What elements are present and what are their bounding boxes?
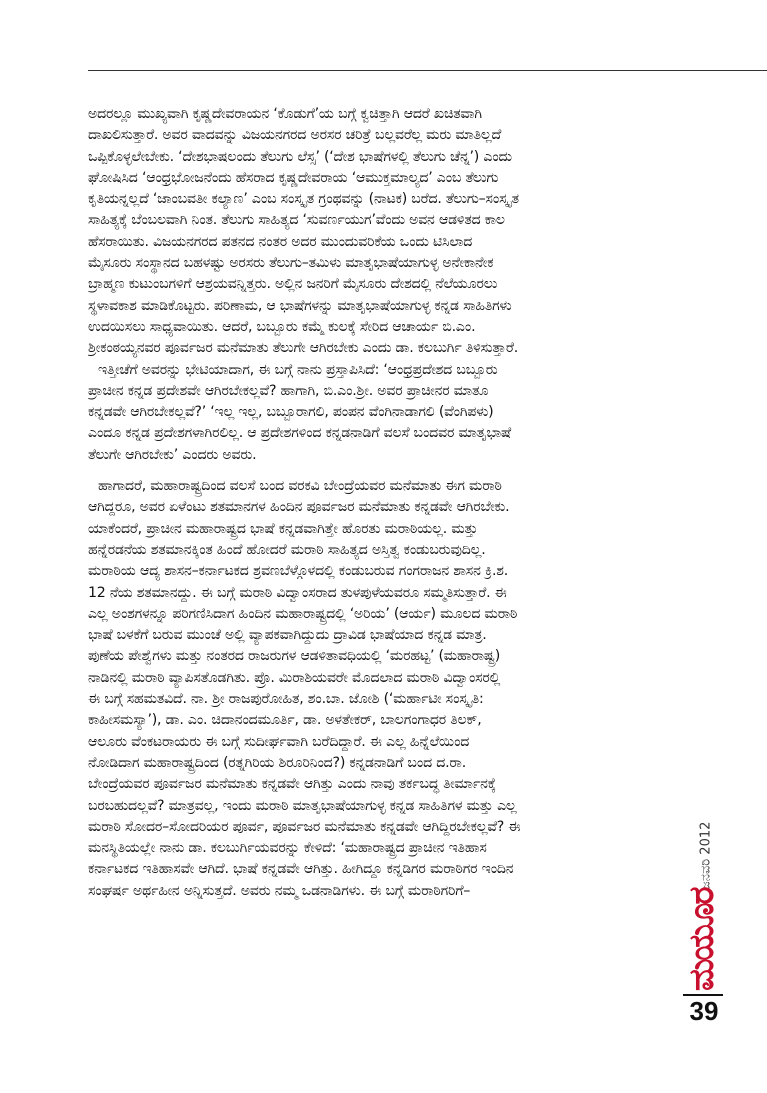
text-line: ದಾಖಲಿಸುತ್ತಾರೆ. ಅವರ ವಾದವನ್ನು ವಿಜಯನಗರದ ಅರಸರ ಚರಿತ್ರೆ ಬಲ್ಲವರೆಲ್ಲ ಮರು ಮಾತಿಲ್ಲದೆ bbox=[88, 127, 502, 144]
text-line: ಬ್ರಾಹ್ಮಣ ಕುಟುಂಬಗಳಿಗೆ ಆಶ್ರಯವನ್ನಿತ್ತರು. ಅಲ್ಲಿನ ಜನರಿಗೆ ಮೈಸೂರು ದೇಶದಲ್ಲಿ ನೆಲೆಯೂರಲು bbox=[88, 276, 498, 293]
article-paragraph bbox=[88, 360, 664, 466]
text-line: ಕನ್ನಡವೇ ಆಗಿರಬೇಕಲ್ಲವೆ?’ ‘ಇಲ್ಲ ಇಲ್ಲ, ಬಬ್ಬೂರಾಗಲಿ, ಪಂಪನ ವೆಂಗಿನಾಡಾಗಲಿ (ವೆಂಗಿಪಳು) bbox=[88, 404, 494, 421]
text-line: ಈ ಬಗ್ಗೆ ಸಹಮತವಿದೆ. ನಾ. ಶ್ರೀ ರಾಜಪುರೋಹಿತ, ಶಂ.ಬಾ. ಜೋಶಿ (‘ಮರ್ಹಾಟೀ ಸಂಸ್ಕೃತಿ: bbox=[88, 691, 484, 708]
article-body bbox=[88, 104, 664, 902]
text-line: ಪುಣೆಯ ಪೇಶ್ವೆಗಳು ಮತ್ತು ನಂತರದ ರಾಜರುಗಳ ಆಡಳಿತಾವಧಿಯಲ್ಲಿ ‘ಮರಹಟ್ಟ’ (ಮಹಾರಾಷ್ಟ್ರ) bbox=[88, 648, 500, 665]
text-line: ಎಲ್ಲ ಅಂಶಗಳನ್ನೂ ಪರಿಗಣಿಸಿದಾಗ ಹಿಂದಿನ ಮಹಾರಾಷ್ಟ್ರದಲ್ಲಿ ‘ಅರಿಯ’ (ಆರ್ಯ) ಮೂಲದ ಮರಾಠಿ bbox=[88, 605, 518, 622]
text-line: ಹಾಗಾದರೆ, ಮಹಾರಾಷ್ಟ್ರದಿಂದ ವಲಸೆ ಬಂದ ವರಕವಿ ಬೇಂದ್ರೆಯವರ ಮನೆಮಾತು ಈಗ ಮರಾಠಿ bbox=[98, 478, 502, 495]
text-line: ಇತ್ತೀಚೆಗೆ ಅವರನ್ನು ಭೇಟಿಯಾದಾಗ, ಈ ಬಗ್ಗೆ ನಾನು ಪ್ರಸ್ತಾಪಿಸಿದೆ: ‘ಆಂಧ್ರಪ್ರದೇಶದ ಬಬ್ಬೂರು bbox=[98, 361, 498, 378]
text-line: ಆಲೂರು ವೆಂಕಟರಾಯರು ಈ ಬಗ್ಗೆ ಸುದೀರ್ಘವಾಗಿ ಬರೆದಿದ್ದಾರೆ. ಈ ಎಲ್ಲ ಹಿನ್ನೆಲೆಯಿಂದ bbox=[88, 733, 470, 750]
paragraph-gap bbox=[88, 466, 664, 476]
text-line: ಪ್ರಾಚೀನ ಕನ್ನಡ ಪ್ರದೇಶವೇ ಆಗಿರಬೇಕಲ್ಲವೆ? ಹಾಗಾಗಿ, ಬಿ.ಎಂ.ಶ್ರೀ. ಅವರ ಪ್ರಾಚೀನರ ಮಾತೂ bbox=[88, 382, 489, 399]
text-line: ಕಾಹೀಸಮಸ್ಯಾ’), ಡಾ. ಎಂ. ಚಿದಾನಂದಮೂರ್ತಿ, ಡಾ. ಅಳತೇಕರ್, ಬಾಲಗಂಗಾಧರ ತಿಲಕ್, bbox=[88, 712, 482, 729]
text-line: ನಾಡಿನಲ್ಲಿ ಮರಾಠಿ ವ್ಯಾಪಿಸತೊಡಗಿತು. ಪ್ರೊ. ಮಿರಾಶಿಯವರೇ ಮೊದಲಾದ ಮರಾಠಿ ವಿದ್ವಾಂಸರಲ್ಲಿ bbox=[88, 669, 501, 686]
article-paragraph bbox=[88, 104, 664, 360]
text-line: ಘೋಷಿಸಿದ ‘ಆಂಧ್ರಭೋಜನೆಂದು ಹೆಸರಾದ ಕೃಷ್ಣದೇವರಾಯ ‘ಆಮುಕ್ತಮಾಲ್ಯದ’ ಎಂಬ ತೆಲುಗು bbox=[88, 169, 499, 186]
page-number: 39 bbox=[689, 995, 719, 1026]
text-line: ನೋಡಿದಾಗ ಮಹಾರಾಷ್ಟ್ರದಿಂದ (ರತ್ನಗಿರಿಯ ಶಿರೂರಿನಿಂದ?) ಕನ್ನಡನಾಡಿಗೆ ಬಂದ ದ.ರಾ. bbox=[88, 754, 466, 771]
top-rule bbox=[88, 70, 767, 71]
text-line: ಶ್ರೀಕಂಠಯ್ಯನವರ ಪೂರ್ವಜರ ಮನೆಮಾತು ತೆಲುಗೇ ಆಗಿರಬೇಕು ಎಂದು ಡಾ. ಕಲಬುರ್ಗಿ ತಿಳಿಸುತ್ತಾರೆ. bbox=[88, 340, 518, 357]
text-line: ಸ್ಥಳಾವಕಾಶ ಮಾಡಿಕೊಟ್ಟರು. ಪರಿಣಾಮ, ಆ ಭಾಷೆಗಳನ್ನು ಮಾತೃಭಾಷೆಯಾಗುಳ್ಳ ಕನ್ನಡ ಸಾಹಿತಿಗಳು bbox=[88, 297, 512, 314]
text-line: ಬೇಂದ್ರೆಯವರ ಪೂರ್ವಜರ ಮನೆಮಾತು ಕನ್ನಡವೇ ಆಗಿತ್ತು ಎಂದು ನಾವು ತರ್ಕಬದ್ಧ ತೀರ್ಮಾನಕ್ಕೆ bbox=[88, 776, 496, 793]
text-line: ಕರ್ನಾಟಕದ ಇತಿಹಾಸವೇ ಆಗಿದೆ. ಭಾಷೆ ಕನ್ನಡವೇ ಆಗಿತ್ತು. ಹೀಗಿದ್ದೂ ಕನ್ನಡಿಗರ ಮರಾಠಿಗರ ಇಂದಿನ bbox=[88, 861, 514, 878]
text-line: ಸಾಹಿತ್ಯಕ್ಕೆ ಬೆಂಬಲವಾಗಿ ನಿಂತ. ತೆಲುಗು ಸಾಹಿತ್ಯದ ‘ಸುವರ್ಣಯುಗ’ವೆಂದು ಅವನ ಆಡಳಿತದ ಕಾಲ bbox=[88, 212, 505, 229]
magazine-name: ಮಯೂರ bbox=[682, 888, 722, 991]
text-line: ತೆಲುಗೇ ಆಗಿರಬೇಕು’ ಎಂದರು ಅವರು. bbox=[88, 446, 257, 463]
text-line: ಯಾಕೆಂದರೆ, ಪ್ರಾಚೀನ ಮಹಾರಾಷ್ಟ್ರದ ಭಾಷೆ ಕನ್ನಡವಾಗಿತ್ತೇ ಹೊರತು ಮರಾಠಿಯಲ್ಲ. ಮತ್ತು bbox=[88, 520, 478, 537]
text-line: ಹೆಸರಾಯಿತು. ವಿಜಯನಗರದ ಪತನದ ನಂತರ ಅದರ ಮುಂದುವರಿಕೆಯ ಒಂದು ಟಿಸಿಲಾದ bbox=[88, 233, 473, 250]
text-line: ಮೈಸೂರು ಸಂಸ್ಥಾನದ ಬಹಳಷ್ಟು ಅರಸರು ತೆಲುಗು–ತಮಿಳು ಮಾತೃಭಾಷೆಯಾಗುಳ್ಳ ಅನೇಕಾನೇಕ bbox=[88, 255, 494, 272]
text-line: ಉದಯಿಸಲು ಸಾಧ್ಯವಾಯಿತು. ಆದರೆ, ಬಬ್ಬೂರು ಕಮ್ಮೆ ಕುಲಕ್ಕೆ ಸೇರಿದ ಆಚಾರ್ಯ ಬಿ.ಎಂ. bbox=[88, 318, 476, 335]
text-line: ಹನ್ನೆರಡನೆಯ ಶತಮಾನಕ್ಕಿಂತ ಹಿಂದೆ ಹೋದರೆ ಮರಾಠಿ ಸಾಹಿತ್ಯದ ಅಸ್ತಿತ್ವ ಕಂಡುಬರುವುದಿಲ್ಲ. bbox=[88, 541, 486, 558]
text-line: ಮರಾಠಿಯ ಆದ್ಯ ಶಾಸನ–ಕರ್ನಾಟಕದ ಶ್ರವಣಬೆಳ್ಗೊಳದಲ್ಲಿ ಕಂಡುಬರುವ ಗಂಗರಾಜನ ಶಾಸನ ಕ್ರಿ.ಶ. bbox=[88, 563, 509, 580]
text-line: ಬರಬಹುದಲ್ಲವೆ? ಮಾತ್ರವಲ್ಲ, ಇಂದು ಮರಾಠಿ ಮಾತೃಭಾಷೆಯಾಗುಳ್ಳ ಕನ್ನಡ ಸಾಹಿತಿಗಳ ಮತ್ತು ಎಲ್ಲ bbox=[88, 797, 517, 814]
article-paragraph bbox=[88, 476, 664, 902]
text-line: ಸಂಘರ್ಷ ಅರ್ಥಹೀನ ಅನ್ನಿಸುತ್ತದೆ. ಅವರು ನಮ್ಮ ಒಡನಾಡಿಗಳು. ಈ ಬಗ್ಗೆ ಮರಾಠಿಗರಿಗೆ– bbox=[88, 882, 471, 899]
text-line: ಆಗಿದ್ದರೂ, ಅವರ ಏಳೆಂಟು ಶತಮಾನಗಳ ಹಿಂದಿನ ಪೂರ್ವಜರ ಮನೆಮಾತು ಕನ್ನಡವೇ ಆಗಿರಬೇಕು. bbox=[88, 499, 510, 516]
issue-date: ಜನವರಿ 2012 bbox=[698, 821, 714, 890]
text-line: ಮನಸ್ಥಿತಿಯಲ್ಲೇ ನಾನು ಡಾ. ಕಲಬುರ್ಗಿಯವರನ್ನು ಕೇಳಿದೆ: ‘ಮಹಾರಾಷ್ಟ್ರದ ಪ್ರಾಚೀನ ಇತಿಹಾಸ bbox=[88, 840, 487, 857]
text-line: ಕೃತಿಯನ್ನಲ್ಲದೆ ‘ಜಾಂಬವತೀ ಕಲ್ಯಾಣ’ ಎಂಬ ಸಂಸ್ಕೃತ ಗ್ರಂಥವನ್ನು (ನಾಟಕ) ಬರೆದ. ತೆಲುಗು–ಸಂಸ್ಕೃತ bbox=[88, 191, 519, 208]
text-line: ಎಂದೂ ಕನ್ನಡ ಪ್ರದೇಶಗಳಾಗಿರಲಿಲ್ಲ. ಆ ಪ್ರದೇಶಗಳಿಂದ ಕನ್ನಡನಾಡಿಗೆ ವಲಸೆ ಬಂದವರ ಮಾತೃಭಾಷೆ bbox=[88, 425, 511, 442]
text-line: 12 ನೆಯ ಶತಮಾನದ್ದು. ಈ ಬಗ್ಗೆ ಮರಾಠಿ ವಿದ್ವಾಂಸರಾದ ತುಳಪುಳೆಯವರೂ ಸಮ್ಮತಿಸುತ್ತಾರೆ. ಈ bbox=[88, 584, 507, 601]
text-line: ಮರಾಠಿ ಸೋದರ–ಸೋದರಿಯರ ಪೂರ್ವ, ಪೂರ್ವಜರ ಮನೆಮಾತು ಕನ್ನಡವೇ ಆಗಿದ್ದಿರಬೇಕಲ್ಲವೆ? ಈ bbox=[88, 818, 521, 835]
text-line: ಭಾಷೆ ಬಳಕೆಗೆ ಬರುವ ಮುಂಚೆ ಅಲ್ಲಿ ವ್ಯಾಪಕವಾಗಿದ್ದುದು ದ್ರಾವಿಡ ಭಾಷೆಯಾದ ಕನ್ನಡ ಮಾತ್ರ. bbox=[88, 627, 487, 644]
text-line: ಒಪ್ಪಿಕೊಳ್ಳಲೇಬೇಕು. ‘ದೇಶಭಾಷಲಂದು ತೆಲುಗು ಲೆಸ್ಸ’ (‘ದೇಶ ಭಾಷೆಗಳಲ್ಲಿ ತೆಲುಗು ಚೆನ್ನ’) ಎಂದು bbox=[88, 148, 512, 165]
text-line: ಅದರಲ್ಲೂ ಮುಖ್ಯವಾಗಿ ಕೃಷ್ಣದೇವರಾಯನ ‘ಕೊಡುಗೆ’ಯ ಬಗ್ಗೆ ಕ್ವಚಿತ್ತಾಗಿ ಆದರೆ ಖಚಿತವಾಗಿ bbox=[88, 106, 482, 122]
